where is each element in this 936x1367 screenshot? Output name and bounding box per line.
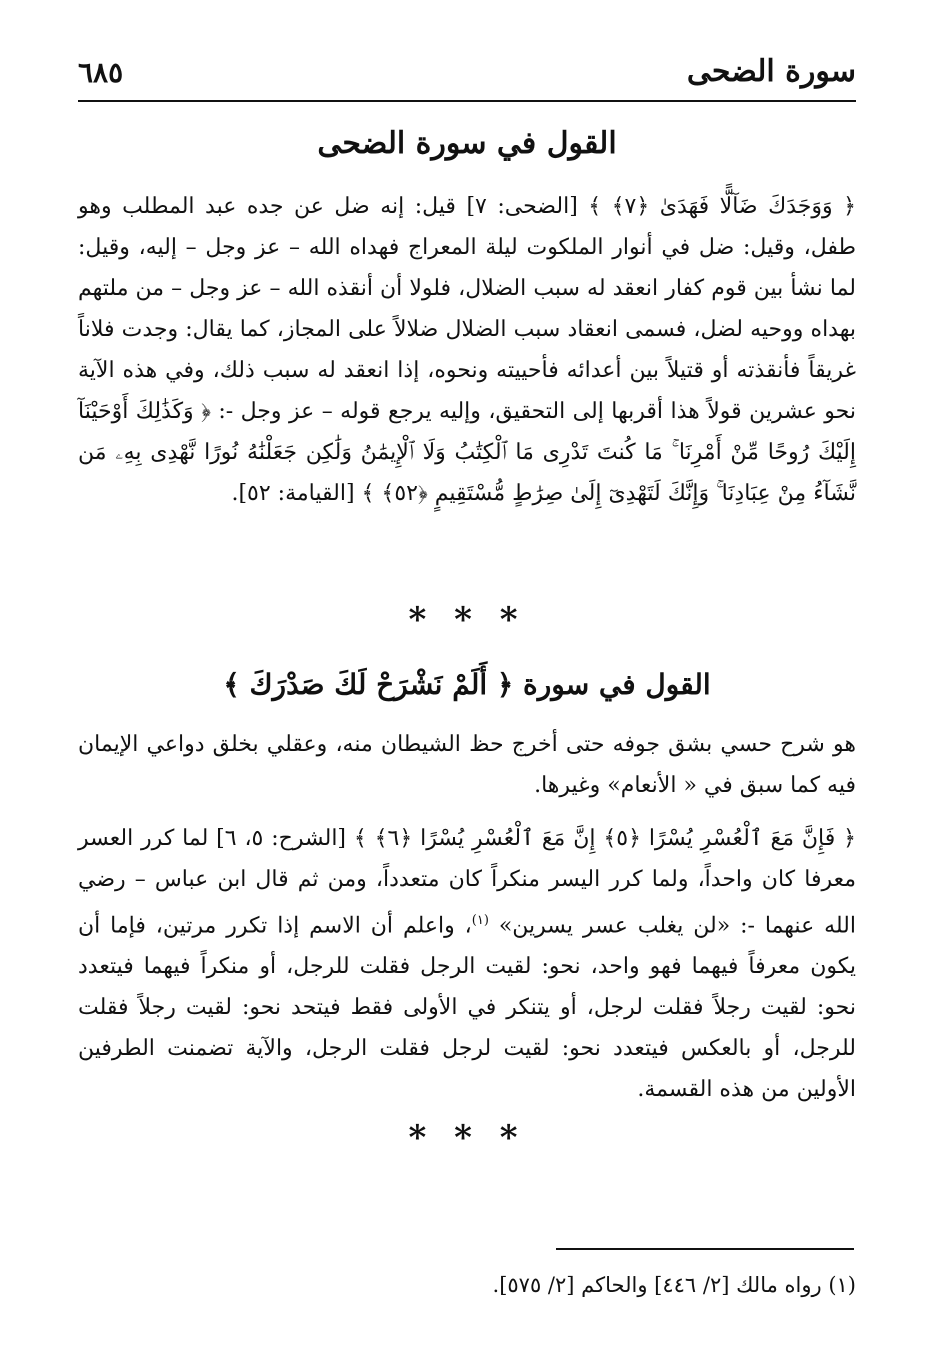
page-number: ٦٨٥ bbox=[78, 56, 124, 89]
section-title-duha: القول في سورة الضحى bbox=[317, 126, 617, 161]
page-header bbox=[78, 52, 856, 102]
separator-stars: * * * bbox=[408, 600, 526, 640]
footnote-reference[interactable]: (١) bbox=[471, 913, 489, 928]
paragraph-text-part1: ﴿ فَإِنَّ مَعَ ٱلْعُسْرِ يُسْرًا ﴿٥﴾ إِنَّ مَعَ ٱلْعُسْرِ يُسْرًا ﴿٦﴾ ﴾ [الشرح: ٥، ٦] لما كرر العسر معرفا كان واحداً، ولما كرر اليسر منكراً كان متعدداً، ومن ثم قال ابن عباس – رضي الله عنهما -: «لن يغلب عسر يسرين» bbox=[78, 826, 857, 939]
paragraph-sharh-intro: هو شرح حسي بشق جوفه حتى أخرج حظ الشيطان منه، وعقلي بخلق دواعي الإيمان فيه كما سبق في « الأنعام» وغيرها. bbox=[78, 732, 856, 798]
footnote-divider bbox=[556, 1248, 854, 1250]
separator-stars-bottom: * * * bbox=[408, 1118, 526, 1158]
section-title-sharh: القول في سورة ﴿ أَلَمْ نَشْرَحْ لَكَ صَدْرَكَ ﴾ bbox=[223, 668, 711, 701]
footnote-text: (١) رواه مالك [٢/ ٤٤٦] والحاكم [٢/ ٥٧٥]. bbox=[492, 1273, 856, 1297]
running-header-surah-name: سورة الضحى bbox=[686, 54, 856, 89]
paragraph-sharh-usr-yusr bbox=[78, 818, 856, 1110]
paragraph-duha-commentary: ﴿ وَوَجَدَكَ ضَآلًّا فَهَدَىٰ ﴿٧﴾ ﴾ [الضحى: ٧] قيل: إنه ضل عن جده عبد المطلب وهو طفل، وقيل: ضل في أنوار الملكوت ليلة المعراج فهداه الله – عز وجل – إليه، وقيل: لما نشأ بين قوم كفار انعقد له سبب الضلال، فلولا أن أنقذه الله – عز وجل – من ملتهم بهداه ووحيه لضل، فسمى انعقاد سبب الضلال ضلالاً على المجاز، كما يقال: وجدت فلاناً غريقاً فأنقذته أو قتيلاً بين أعدائه فأحييته ونحوه، إذا انعقد له سبب ذلك، وفي هذه الآية نحو عشرين قولاً هذا أقربها إلى التحقيق، وإليه يرجع قوله – عز وجل -: ﴿ وَكَذَٰلِكَ أَوْحَيْنَآ إِلَيْكَ رُوحًا مِّنْ أَمْرِنَا ۚ مَا كُنتَ تَدْرِى مَا ٱلْكِتَٰبُ وَلَا ٱلْإِيمَٰنُ وَلَٰكِن جَعَلْنَٰهُ نُورًا نَّهْدِى بِهِۦ مَن نَّشَآءُ مِنْ عِبَادِنَا ۚ وَإِنَّكَ لَتَهْدِىٓ إِلَىٰ صِرَٰطٍ مُّسْتَقِيمٍ ﴿٥٢﴾ ﴾ [القيامة: ٥٢]. bbox=[78, 194, 857, 506]
paragraph-text-part2: ، واعلم أن الاسم إذا تكرر مرتين، فإما أن يكون معرفاً فيهما فهو واحد، نحو: لقيت الرجل فقلت للرجل، أو منكراً فيهما فيتعدد نحو: لقيت رجلاً فقلت لرجل، أو يتنكر في الأولى فقط فيتحد نحو: لقيت رجلاً فقلت للرجل، أو بالعكس فيتعدد نحو: لقيت لرجل فقلت الرجل، والآية تضمنت الطرفين الأولين من هذه القسمة. bbox=[78, 913, 856, 1103]
